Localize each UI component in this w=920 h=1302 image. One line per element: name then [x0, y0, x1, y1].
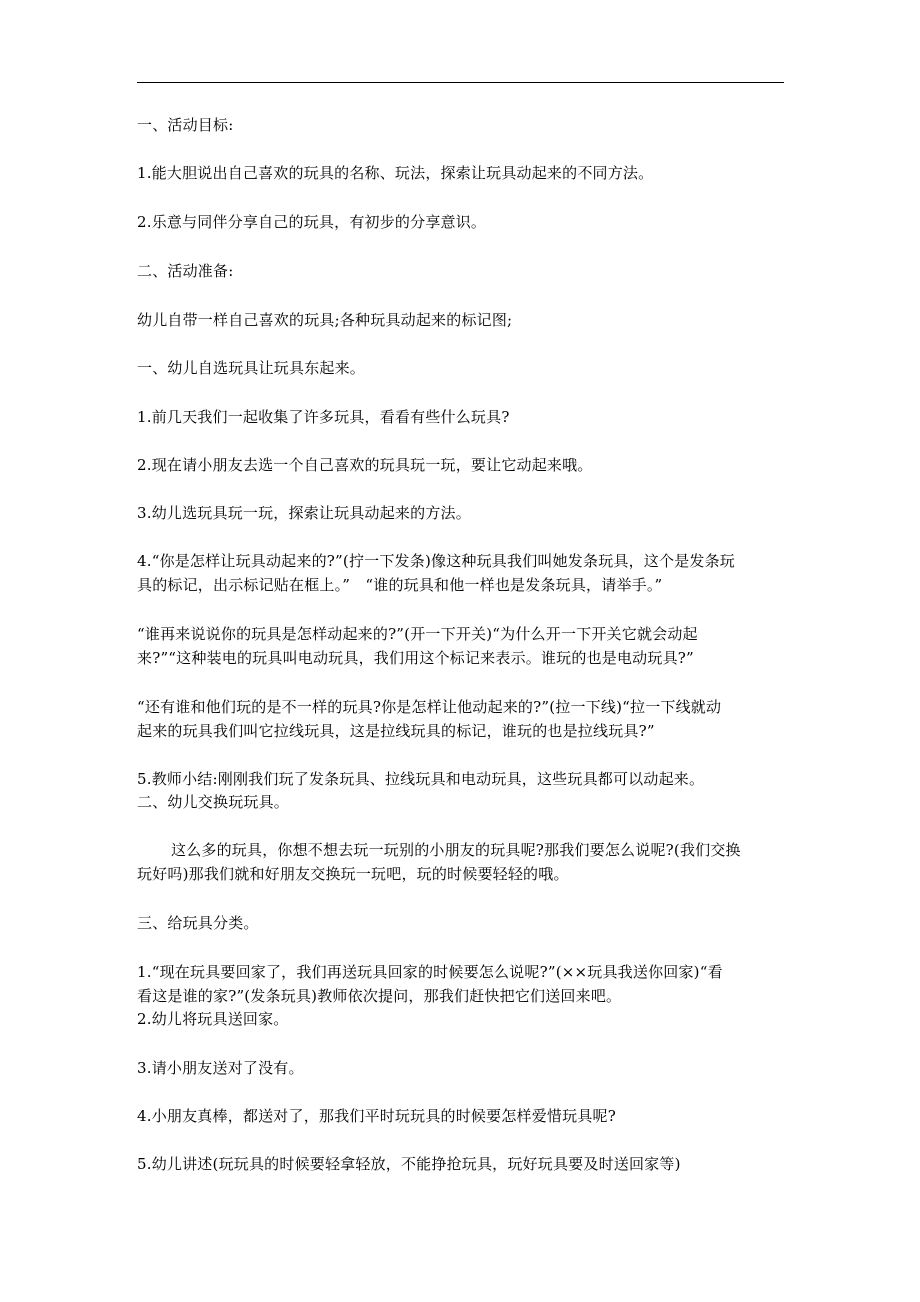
exchange-paragraph-line-1: 这么多的玩具，你想不想去玩一玩别的小朋友的玩具呢?那我们要怎么说呢?(我们交换 — [171, 841, 741, 859]
section-heading-preparation: 二、活动准备: — [137, 262, 234, 280]
preparation-text: 幼儿自带一样自己喜欢的玩具;各种玩具动起来的标记图; — [137, 311, 513, 329]
header-rule — [137, 82, 784, 83]
step-1-summary: 5.教师小结:刚刚我们玩了发条玩具、拉线玩具和电动玩具，这些玩具都可以动起来。 — [137, 770, 705, 788]
dialogue-pull-line-2: 起来的玩具我们叫它拉线玩具，这是拉线玩具的标记，谁玩的也是拉线玩具?” — [137, 722, 655, 740]
step-1-item-4-line-1: 4.“你是怎样让玩具动起来的?”(拧一下发条)像这种玩具我们叫她发条玩具，这个是发条玩 — [137, 552, 735, 570]
step-3-item-1-line-1: 1.“现在玩具要回家了，我们再送玩具回家的时候要怎么说呢?”(××玩具我送你回家)“看 — [137, 963, 723, 981]
section-heading-goals: 一、活动目标: — [137, 116, 234, 134]
step-1-item-4-line-2: 具的标记，出示标记贴在框上。” “谁的玩具和他一样也是发条玩具，请举手。” — [137, 576, 663, 594]
step-1-item-1: 1.前几天我们一起收集了许多玩具，看看有些什么玩具? — [137, 408, 510, 426]
step-1-item-2: 2.现在请小朋友去选一个自己喜欢的玩具玩一玩，要让它动起来哦。 — [137, 456, 593, 474]
dialogue-electric-line-2: 来?”“这种装电的玩具叫电动玩具，我们用这个标记来表示。谁玩的也是电动玩具?” — [137, 649, 694, 667]
step-3-item-3: 3.请小朋友送对了没有。 — [137, 1059, 304, 1077]
step-heading-2: 二、幼儿交换玩玩具。 — [137, 793, 290, 811]
step-heading-3: 三、给玩具分类。 — [137, 914, 259, 932]
step-heading-1: 一、幼儿自选玩具让玩具东起来。 — [137, 359, 366, 377]
step-1-item-3: 3.幼儿选玩具玩一玩，探索让玩具动起来的方法。 — [137, 504, 471, 522]
step-3-item-1-line-2: 看这是谁的家?”(发条玩具)教师依次提问，那我们赶快把它们送回来吧。 — [137, 987, 622, 1005]
dialogue-pull-line-1: “还有谁和他们玩的是不一样的玩具?你是怎样让他动起来的?”(拉一下线)“拉一下线就动 — [137, 698, 722, 716]
dialogue-electric-line-1: “谁再来说说你的玩具是怎样动起来的?”(开一下开关)“为什么开一下开关它就会动起 — [137, 625, 698, 643]
step-3-item-2: 2.幼儿将玩具送回家。 — [137, 1010, 289, 1028]
goal-item-1: 1.能大胆说出自己喜欢的玩具的名称、玩法，探索让玩具动起来的不同方法。 — [137, 164, 654, 182]
exchange-paragraph-line-2: 玩好吗)那我们就和好朋友交换玩一玩吧，玩的时候要轻轻的哦。 — [137, 865, 569, 883]
step-3-item-5: 5.幼儿讲述(玩玩具的时候要轻拿轻放，不能挣抢玩具，玩好玩具要及时送回家等) — [137, 1155, 681, 1173]
step-3-item-4: 4.小朋友真棒，都送对了，那我们平时玩玩具的时候要怎样爱惜玩具呢? — [137, 1107, 616, 1125]
goal-item-2: 2.乐意与同伴分享自己的玩具，有初步的分享意识。 — [137, 213, 487, 231]
